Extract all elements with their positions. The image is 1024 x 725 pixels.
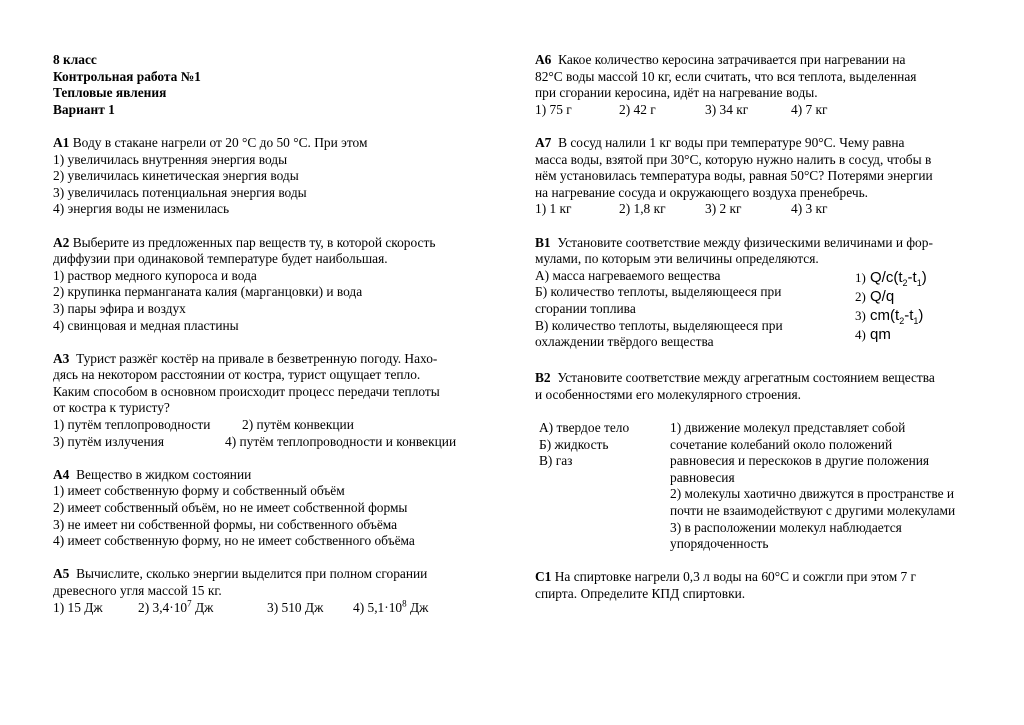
feature-item: 3) в расположении молекул наблюдается [670,519,902,535]
question-text: Воду в стакане нагрели от 20 °С до 50 °С. При этом [72,134,368,150]
question-text: от костра к туристу? [53,400,170,416]
answer-option: 1) раствор медного купороса и вода [53,267,257,283]
formulas-list [855,268,927,344]
quantity-item: В) количество теплоты, выделяющееся при [535,317,783,333]
quantities-list [535,268,835,351]
answer-option: 2) имеет собственный объём, но не имеет собственной формы [53,500,408,516]
answer-option: 3) пары эфира и воздух [53,300,186,316]
answer-option: 1) увеличилась внутренняя энергия воды [53,151,288,167]
question-text: Вещество в жидком состоянии [76,466,252,482]
answer-option: 2) крупинка перманганата калия (марганцовки) и вода [53,284,363,300]
answer-option: 2) увеличилась кинетическая энергия воды [53,168,299,184]
answer-option: 4) путём теплопроводности и конвекции [225,433,457,449]
question-text: 82°С воды массой 10 кг, если считать, что вся теплота, выделенная [535,68,917,84]
question-c1 [535,569,990,602]
question-b1 [535,235,990,354]
question-label: A3 [53,350,70,366]
answer-option: 4) 3 кг [791,201,828,217]
feature-item: 2) молекулы хаотично движутся в пространстве и [670,486,955,502]
answer-option: 4) имеет собственную форму, но не имеет собственного объёма [53,533,415,549]
quantity-item: Б) количество теплоты, выделяющееся при [535,284,782,300]
answer-option: 3) 2 кг [705,201,742,217]
question-text: Выберите из предложенных пар веществ ту, в которой скорость [72,234,436,250]
question-text: диффузии при одинаковой температуре будет наибольшая. [53,251,388,267]
right-column [535,52,990,619]
question-text: спирта. Определите КПД спиртовки. [535,586,746,602]
work-heading: Контрольная работа №1 [53,68,201,84]
answer-option: 2) путём конвекции [242,417,354,433]
feature-item: упорядоченность [670,536,769,552]
answer-option: 1) 1 кг [535,201,572,217]
question-text: дясь на некотором расстоянии от костра, турист ощущает тепло. [53,367,421,383]
question-label: A1 [53,134,70,150]
answer-option: 1) 15 Дж [53,599,103,615]
grade-heading: 8 класс [53,52,97,67]
question-a3 [53,351,493,451]
answer-option: 1) имеет собственную форму и собственный объём [53,483,345,499]
question-a6 [535,52,990,118]
topic-heading: Тепловые явления [53,85,167,101]
answer-option: 3) увеличилась потенциальная энергия воды [53,184,307,200]
matching-table [535,268,990,354]
quantity-item: А) масса нагреваемого вещества [535,267,721,283]
state-item: А) твердое тело [539,420,630,436]
answer-option: 1) путём теплопроводности [53,417,211,433]
question-text: Установите соответствие между физическими величинами и фор- [557,234,933,250]
left-column [53,52,493,633]
question-text: Турист разжёг костёр на привале в безветренную погоду. Нахо- [76,350,438,366]
question-text: древесного угля массой 15 кг. [53,583,222,598]
formula-item: 4) qm [855,325,891,343]
answer-option: 2) 42 г [619,101,656,117]
question-text: Какое количество керосина затрачивается при нагревании на [558,52,906,67]
question-b2 [535,370,990,553]
matching-table [539,420,990,553]
answer-option: 3) 34 кг [705,101,749,117]
answer-option: 4) $5,1\cdot 10^8$ Дж [353,598,429,615]
question-a4 [53,467,493,550]
quantity-item: охлаждении твёрдого вещества [535,334,714,350]
feature-item: равновесия и перескоков в другие положения [670,453,930,469]
question-text: и особенностями его молекулярного строения. [535,386,801,402]
answer-option: 4) энергия воды не изменилась [53,201,230,217]
question-text: Вычислите, сколько энергии выделится при полном сгорании [76,566,428,582]
question-label: A5 [53,566,70,582]
question-label: B1 [535,234,551,250]
question-a5 [53,566,493,616]
feature-item: сочетание колебаний около положений [670,436,893,452]
answer-option: 3) не имеет ни собственной формы, ни собственного объёма [53,516,398,532]
question-text: Каким способом в основном происходит процесс передачи теплоты [53,383,440,399]
question-text: В сосуд налили 1 кг воды при температуре 90°С. Чему равна [558,134,905,150]
question-text: на нагревание сосуда и окружающего воздуха пренебречь. [535,184,869,200]
state-item: В) газ [539,453,573,469]
quantity-item: сгорании топлива [535,300,636,316]
answer-option: 3) 510 Дж [267,599,324,615]
question-text: масса воды, взятой при 30°С, которую нужно налить в сосуд, чтобы в [535,151,932,167]
answer-option: 3) путём излучения [53,433,164,449]
question-text: мулами, по которым эти величины определяются. [535,251,819,267]
question-text: На спиртовке нагрели 0,3 л воды на 60°С и сожгли при этом 7 г [554,569,917,585]
question-label: C1 [535,569,552,585]
question-label: A2 [53,234,70,250]
header-block [53,52,493,118]
feature-item: равновесия [670,469,735,485]
question-text: Установите соответствие между агрегатным состоянием вещества [557,370,935,386]
question-a1 [53,135,493,218]
question-label: A6 [535,52,552,67]
answer-option: 4) 7 кг [791,101,828,117]
question-label: A7 [535,134,552,150]
question-text: нём установилась температура воды, равная 50°С? Потерями энергии [535,168,933,184]
question-label: A4 [53,466,70,482]
answer-option: 4) свинцовая и медная пластины [53,317,239,333]
answer-option: 2) 1,8 кг [619,201,666,217]
features-list [670,420,990,553]
answer-option: 1) 75 г [535,101,572,117]
variant-heading: Вариант 1 [53,101,115,117]
formula-item: 3) $cm(t_2-t_1)$ [855,306,924,326]
answer-option: 2) $3,4\cdot 10^7$ Дж [138,598,214,615]
question-text: при сгорании керосина, идёт на нагревание воды. [535,85,818,101]
formula-item: 2) Q/q [855,287,895,305]
question-label: B2 [535,370,551,386]
formula-item: 1) $Q/c(t_2-t_1)$ [855,268,927,288]
question-a2 [53,235,493,335]
states-list [539,420,664,470]
feature-item: 1) движение молекул представляет собой [670,420,906,436]
state-item: Б) жидкость [539,436,609,452]
question-a7 [535,135,990,218]
feature-item: почти не взаимодействуют с другими молекулами [670,503,956,519]
